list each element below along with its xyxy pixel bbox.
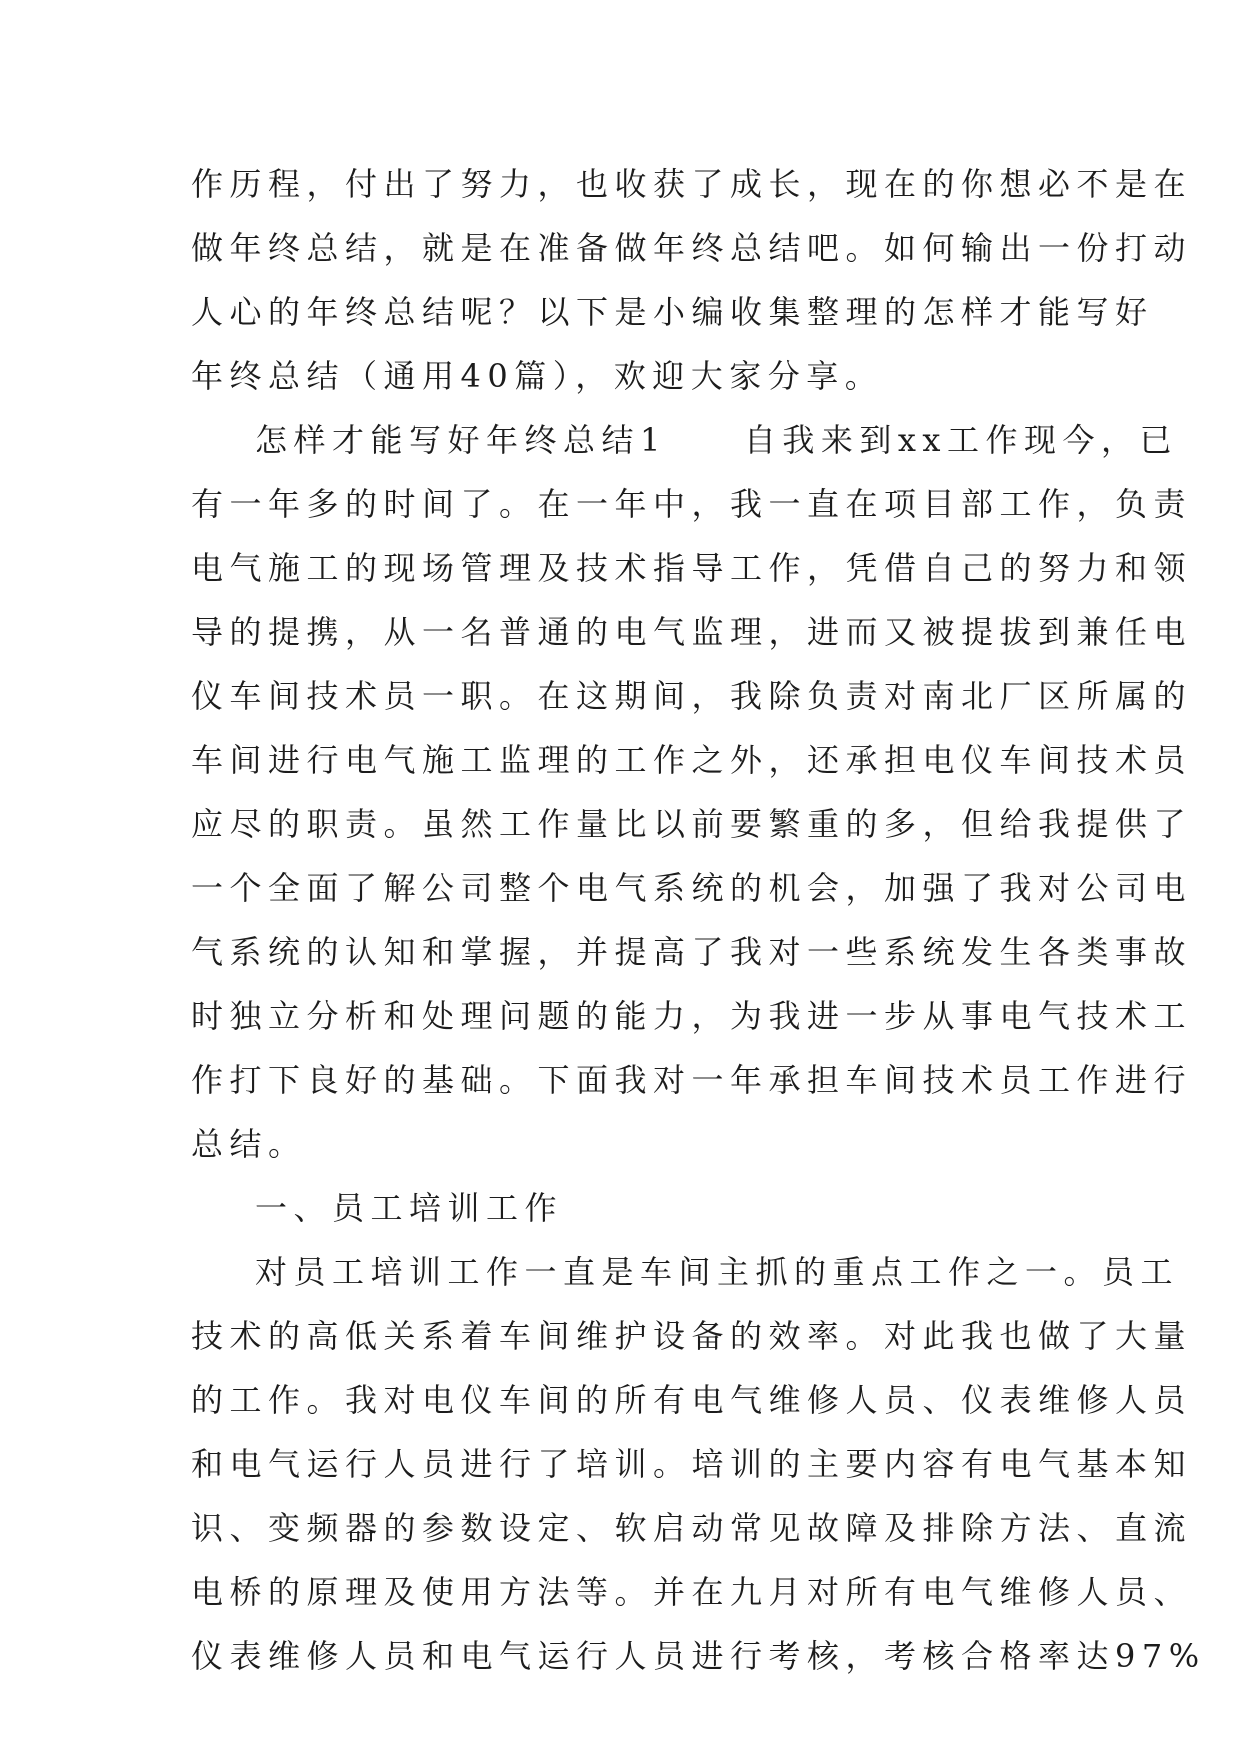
text-line: 人心的年终总结呢？以下是小编收集整理的怎样才能写好: [191, 293, 1154, 331]
text-line: 识、变频器的参数设定、软启动常见故障及排除方法、直流: [191, 1509, 1193, 1547]
text-line: 电桥的原理及使用方法等。并在九月对所有电气维修人员、: [191, 1573, 1193, 1611]
text-line: 和电气运行人员进行了培训。培训的主要内容有电气基本知: [191, 1445, 1193, 1483]
text-line: 有一年多的时间了。在一年中，我一直在项目部工作，负责: [191, 485, 1193, 523]
text-line: 作历程，付出了努力，也收获了成长，现在的你想必不是在: [191, 165, 1193, 203]
text-line: 对员工培训工作一直是车间主抓的重点工作之一。员工: [255, 1253, 1180, 1291]
text-line: 做年终总结，就是在准备做年终总结吧。如何输出一份打动: [191, 229, 1193, 267]
text-line: 车间进行电气施工监理的工作之外，还承担电仪车间技术员: [191, 741, 1193, 779]
text-line: 总结。: [191, 1125, 307, 1163]
body-text: [191, 152, 1206, 1688]
text-line: 的工作。我对电仪车间的所有电气维修人员、仪表维修人员: [191, 1381, 1193, 1419]
section-heading-line: 怎样才能写好年终总结1 自我来到xx工作现今，已: [255, 421, 1178, 459]
text-line: 时独立分析和处理问题的能力，为我进一步从事电气技术工: [191, 997, 1193, 1035]
text-line: 气系统的认知和掌握，并提高了我对一些系统发生各类事故: [191, 933, 1193, 971]
subsection-heading: 一、员工培训工作: [255, 1189, 564, 1227]
text-line: 电气施工的现场管理及技术指导工作，凭借自己的努力和领: [191, 549, 1193, 587]
text-line: 年终总结（通用40篇），欢迎大家分享。: [191, 357, 884, 395]
text-line: 应尽的职责。虽然工作量比以前要繁重的多，但给我提供了: [191, 805, 1193, 843]
text-line: 一个全面了解公司整个电气系统的机会，加强了我对公司电: [191, 869, 1193, 907]
text-line: 导的提携，从一名普通的电气监理，进而又被提拔到兼任电: [191, 613, 1193, 651]
text-line: 技术的高低关系着车间维护设备的效率。对此我也做了大量: [191, 1317, 1193, 1355]
text-line: 仪车间技术员一职。在这期间，我除负责对南北厂区所属的: [191, 677, 1193, 715]
text-line: 仪表维修人员和电气运行人员进行考核，考核合格率达97%: [191, 1637, 1206, 1675]
text-line: 作打下良好的基础。下面我对一年承担车间技术员工作进行: [191, 1061, 1193, 1099]
